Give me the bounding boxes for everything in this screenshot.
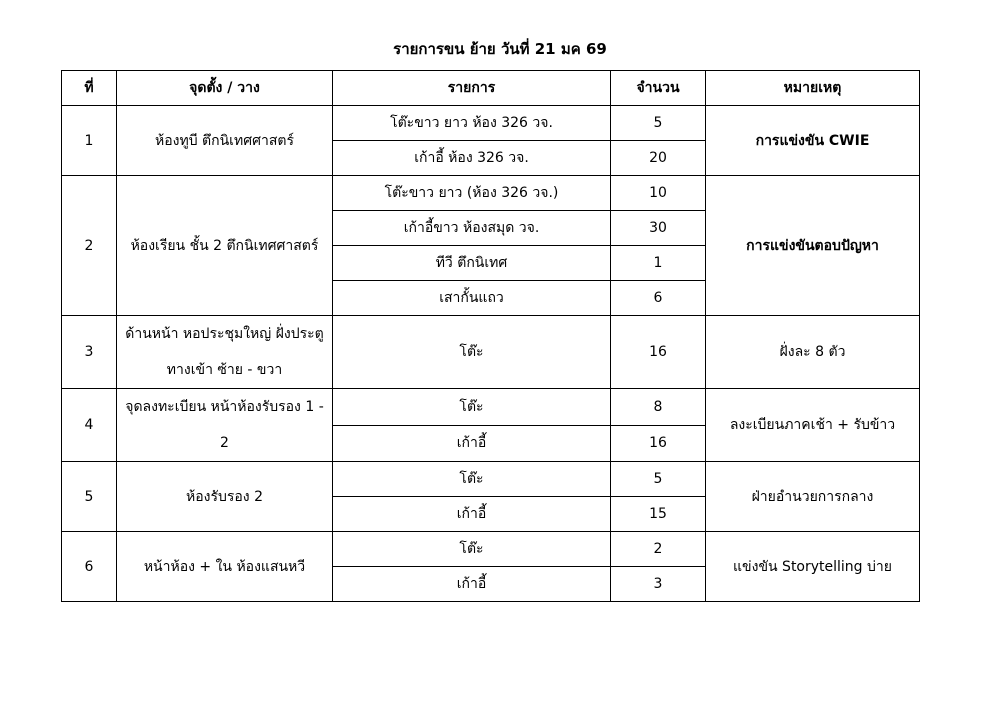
item-cell: โต๊ะขาว ยาว ห้อง 326 วจ.	[333, 106, 611, 141]
item-cell: โต๊ะ	[333, 532, 611, 567]
quantity-cell: 15	[611, 497, 706, 532]
note-cell: ลงะเบียนภาคเช้า + รับข้าว	[706, 389, 920, 462]
table-row	[62, 316, 920, 389]
item-cell: เสากั้นแถว	[333, 281, 611, 316]
place-cell: จุดลงทะเบียน หน้าห้องรับรอง 1 - 2	[117, 389, 333, 462]
place-cell: หน้าห้อง + ใน ห้องแสนหวี	[117, 532, 333, 602]
row-number-cell: 5	[62, 462, 117, 532]
table-row	[62, 106, 920, 141]
table-row	[62, 532, 920, 567]
header-item: รายการ	[333, 71, 611, 106]
quantity-cell: 2	[611, 532, 706, 567]
note-cell: การแข่งขันตอบปัญหา	[706, 176, 920, 316]
table-body	[62, 106, 920, 602]
item-cell: เก้าอี้	[333, 497, 611, 532]
item-cell: เก้าอี้ขาว ห้องสมุด วจ.	[333, 211, 611, 246]
quantity-cell: 3	[611, 567, 706, 602]
note-cell: ฝั่งละ 8 ตัว	[706, 316, 920, 389]
table-row	[62, 176, 920, 211]
item-cell: เก้าอี้	[333, 567, 611, 602]
quantity-cell: 20	[611, 141, 706, 176]
quantity-cell: 8	[611, 389, 706, 426]
row-number-cell: 1	[62, 106, 117, 176]
quantity-cell: 16	[611, 316, 706, 389]
item-cell: โต๊ะขาว ยาว (ห้อง 326 วจ.)	[333, 176, 611, 211]
moving-items-table	[61, 70, 920, 602]
header-place: จุดตั้ง / วาง	[117, 71, 333, 106]
row-number-cell: 3	[62, 316, 117, 389]
item-cell: ทีวี ตึกนิเทศ	[333, 246, 611, 281]
quantity-cell: 5	[611, 462, 706, 497]
quantity-cell: 16	[611, 425, 706, 462]
place-cell: ห้องรับรอง 2	[117, 462, 333, 532]
document-title: รายการขน ย้าย วันที่ 21 มค 69	[393, 40, 607, 58]
quantity-cell: 5	[611, 106, 706, 141]
place-cell: ห้องทูบี ตึกนิเทศศาสตร์	[117, 106, 333, 176]
row-number-cell: 2	[62, 176, 117, 316]
row-number-cell: 4	[62, 389, 117, 462]
item-cell: โต๊ะ	[333, 316, 611, 389]
quantity-cell: 30	[611, 211, 706, 246]
item-cell: โต๊ะ	[333, 389, 611, 426]
header-note: หมายเหตุ	[706, 71, 920, 106]
note-cell: การแข่งขัน CWIE	[706, 106, 920, 176]
table-row	[62, 389, 920, 426]
item-cell: เก้าอี้ ห้อง 326 วจ.	[333, 141, 611, 176]
item-cell: เก้าอี้	[333, 425, 611, 462]
quantity-cell: 1	[611, 246, 706, 281]
header-no: ที่	[62, 71, 117, 106]
place-cell: ห้องเรียน ชั้น 2 ตึกนิเทศศาสตร์	[117, 176, 333, 316]
table-header-row	[62, 71, 920, 106]
row-number-cell: 6	[62, 532, 117, 602]
quantity-cell: 10	[611, 176, 706, 211]
quantity-cell: 6	[611, 281, 706, 316]
item-cell: โต๊ะ	[333, 462, 611, 497]
note-cell: ฝ่ายอำนวยการกลาง	[706, 462, 920, 532]
place-cell: ด้านหน้า หอประชุมใหญ่ ฝั่งประตูทางเข้า ซ้าย - ขวา	[117, 316, 333, 389]
header-qty: จำนวน	[611, 71, 706, 106]
note-cell: แข่งขัน Storytelling บ่าย	[706, 532, 920, 602]
table-row	[62, 462, 920, 497]
